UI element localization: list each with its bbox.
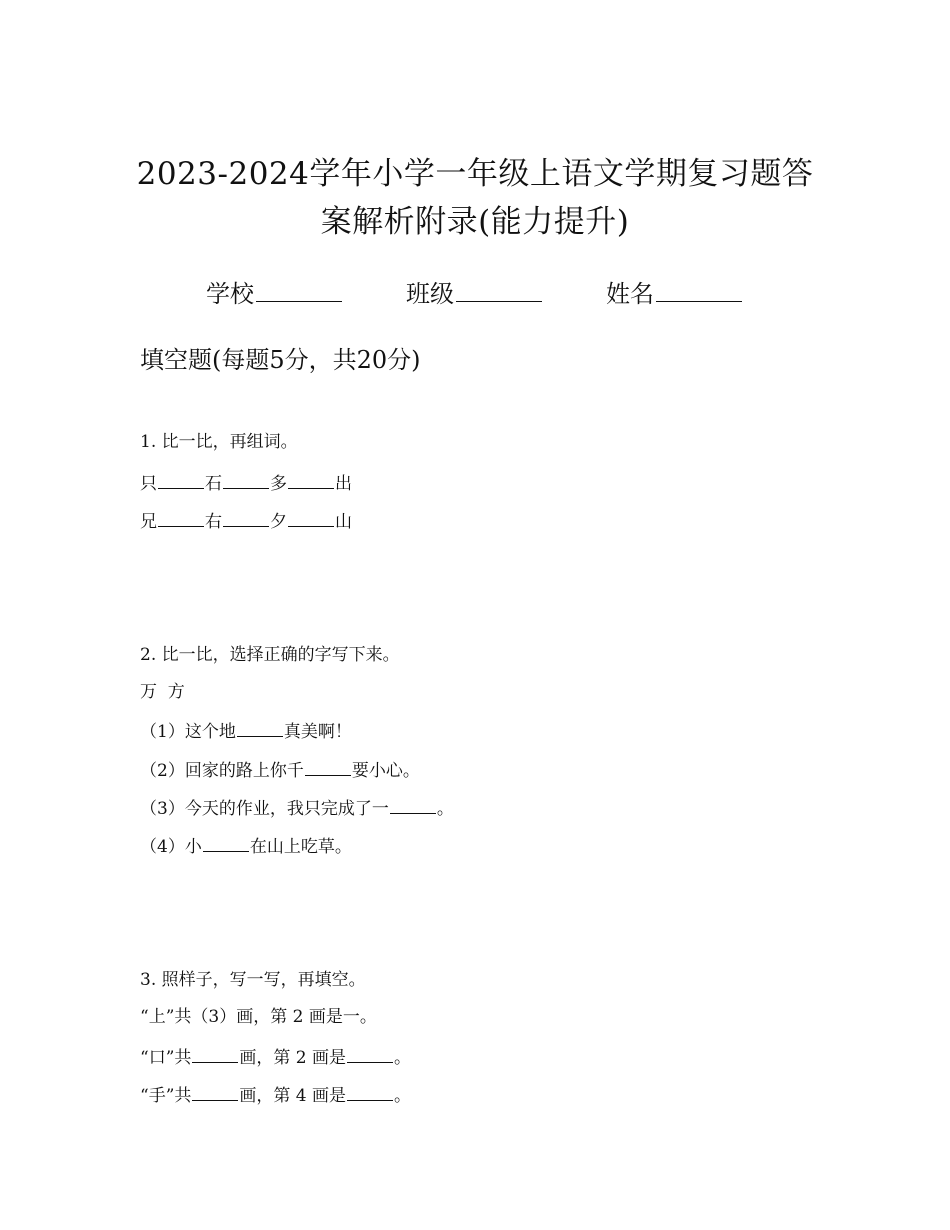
school-label: 学校: [206, 280, 254, 308]
item-text: 画，第 4 画是: [239, 1086, 347, 1106]
item-text: 要小心。: [351, 761, 420, 781]
char: 右: [205, 512, 222, 532]
char: 只: [140, 474, 157, 494]
answer-blank[interactable]: [347, 1082, 393, 1101]
q2-prompt: 2. 比一比，选择正确的字写下来。: [140, 645, 400, 665]
q3-item-2: [140, 1082, 411, 1108]
item-text: 。: [394, 1086, 412, 1106]
title-line-1: 2023-2024学年小学一年级上语文学期复习题答: [136, 156, 814, 192]
answer-blank[interactable]: [203, 833, 249, 852]
class-label: 班级: [406, 280, 454, 308]
name-blank[interactable]: [656, 281, 742, 302]
item-number: （4）: [140, 837, 185, 857]
item-text: 画，第 2 画是: [239, 1048, 347, 1068]
school-blank[interactable]: [256, 281, 342, 302]
char: 夕: [270, 512, 287, 532]
item-text: 。: [436, 799, 454, 819]
q2-item-1: [140, 718, 352, 744]
char: 出: [335, 474, 352, 494]
item-number: （3）: [140, 799, 185, 819]
char: 兄: [140, 512, 157, 532]
item-text: “手”共: [140, 1086, 192, 1106]
q3-prompt: 3. 照样子，写一写，再填空。: [140, 970, 366, 990]
item-number: （1）: [140, 722, 185, 742]
char: 石: [205, 474, 222, 494]
school-field[interactable]: [206, 278, 342, 310]
q2-choices: 万 方: [140, 682, 185, 702]
item-text: 今天的作业，我只完成了一: [184, 799, 389, 819]
q2-item-2: [140, 757, 420, 783]
item-text: 这个地: [184, 722, 236, 742]
class-field[interactable]: [406, 278, 542, 310]
q1-row-1: [140, 470, 352, 496]
answer-blank[interactable]: [390, 795, 436, 814]
section-title: 填空题(每题5分，共20分): [140, 346, 421, 374]
name-field[interactable]: [606, 278, 742, 310]
answer-blank[interactable]: [237, 718, 283, 737]
answer-blank[interactable]: [158, 508, 204, 527]
item-text: 。: [394, 1048, 412, 1068]
answer-blank[interactable]: [158, 470, 204, 489]
answer-blank[interactable]: [288, 508, 334, 527]
class-blank[interactable]: [456, 281, 542, 302]
item-text: 真美啊！: [283, 722, 352, 742]
q2-item-3: [140, 795, 454, 821]
document-title: [0, 150, 950, 246]
answer-blank[interactable]: [288, 470, 334, 489]
item-text: 小: [184, 837, 202, 857]
item-number: （2）: [140, 761, 185, 781]
q3-item-1: [140, 1044, 411, 1070]
q2-item-4: [140, 833, 352, 859]
answer-blank[interactable]: [347, 1044, 393, 1063]
q1-row-2: [140, 508, 352, 534]
name-label: 姓名: [606, 280, 654, 308]
char: 多: [270, 474, 287, 494]
item-text: “口”共: [140, 1048, 192, 1068]
student-info-row: [0, 272, 950, 316]
answer-blank[interactable]: [192, 1044, 238, 1063]
title-line-2: 案解析附录(能力提升): [320, 204, 630, 240]
answer-blank[interactable]: [305, 757, 351, 776]
item-text: 在山上吃草。: [249, 837, 352, 857]
item-text: 回家的路上你千: [184, 761, 304, 781]
char: 山: [335, 512, 352, 532]
answer-blank[interactable]: [223, 470, 269, 489]
q1-prompt: 1. 比一比，再组词。: [140, 432, 298, 452]
q3-example: “上”共（3）画，第 2 画是一。: [140, 1007, 377, 1027]
answer-blank[interactable]: [223, 508, 269, 527]
answer-blank[interactable]: [192, 1082, 238, 1101]
